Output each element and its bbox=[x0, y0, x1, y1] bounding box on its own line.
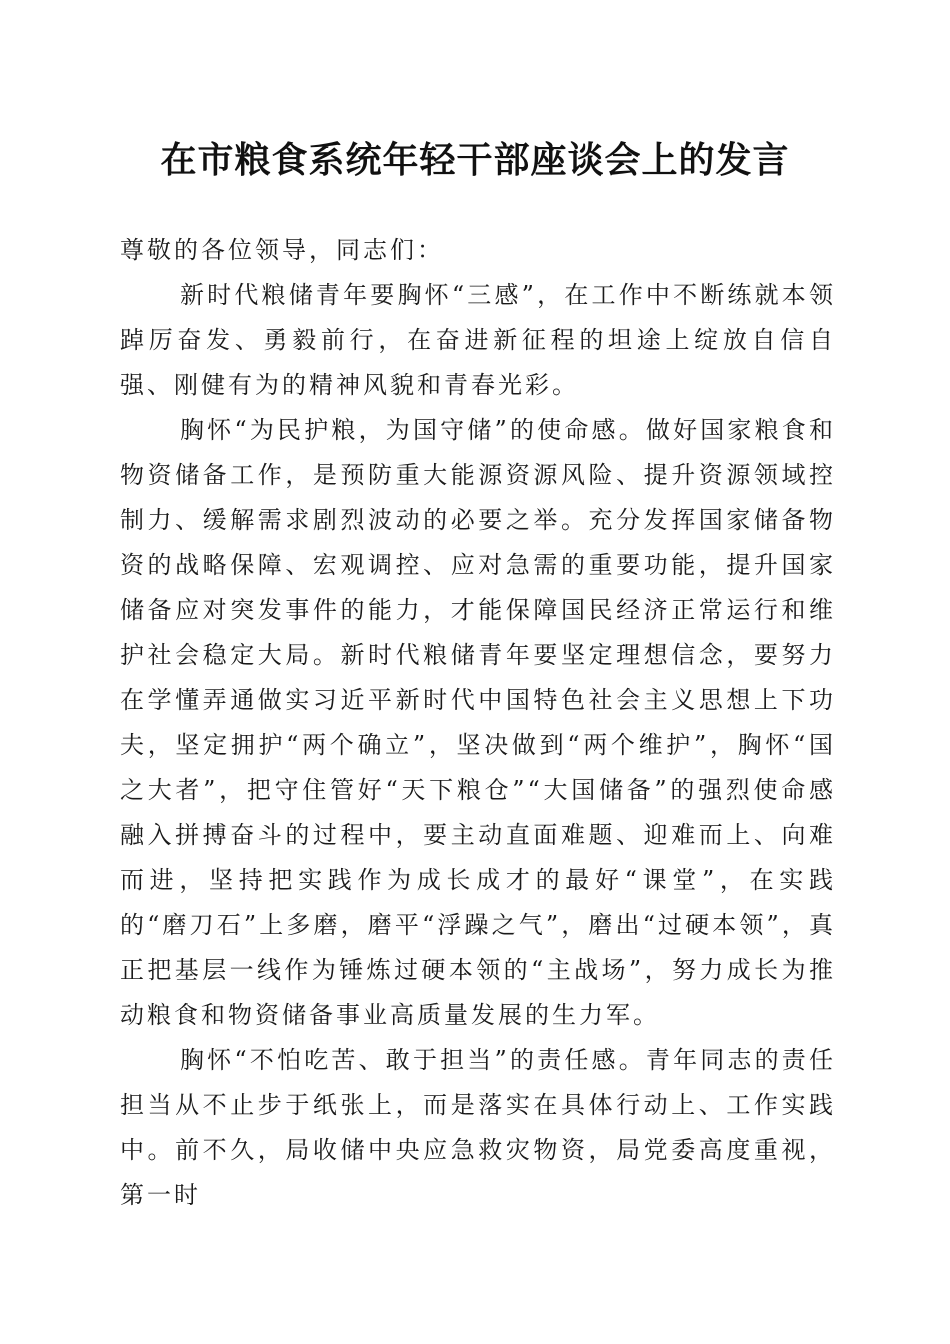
paragraph: 胸怀“为民护粮，为国守储”的使命感。做好国家粮食和物资储备工作，是预防重大能源资源风险、提升资源领域控制力、缓解需求剧烈波动的必要之举。充分发挥国家储备物资的战略保障、宏观调控、应对急需的重要功能，提升国家储备应对突发事件的能力，才能保障国民经济正常运行和维护社会稳定大局。新时代粮储青年要坚定理想信念，要努力在学懂弄通做实习近平新时代中国特色社会主义思想上下功夫，坚定拥护“两个确立”，坚决做到“两个维护”，胸怀“国之大者”，把守住管好“天下粮仓”“大国储备”的强烈使命感融入拼搏奋斗的过程中，要主动直面难题、迎难而上、向难而进，坚持把实践作为成长成才的最好“课堂”，在实践的“磨刀石”上多磨，磨平“浮躁之气”，磨出“过硬本领”，真正把基层一线作为锤炼过硬本领的“主战场”，努力成长为推动粮食和物资储备事业高质量发展的生力军。 bbox=[120, 416, 836, 1029]
document-title: 在市粮食系统年轻干部座谈会上的发言 bbox=[160, 139, 790, 181]
salutation: 尊敬的各位领导，同志们： bbox=[120, 236, 444, 264]
paragraph: 胸怀“不怕吃苦、敢于担当”的责任感。青年同志的责任担当从不止步于纸张上，而是落实在具体行动上、工作实践中。前不久，局收储中央应急救灾物资，局党委高度重视，第一时 bbox=[120, 1046, 836, 1209]
document-body bbox=[120, 228, 836, 1218]
paragraph: 新时代粮储青年要胸怀“三感”，在工作中不断练就本领踔厉奋发、勇毅前行，在奋进新征程的坦途上绽放自信自强、刚健有为的精神风貌和青春光彩。 bbox=[120, 281, 836, 399]
